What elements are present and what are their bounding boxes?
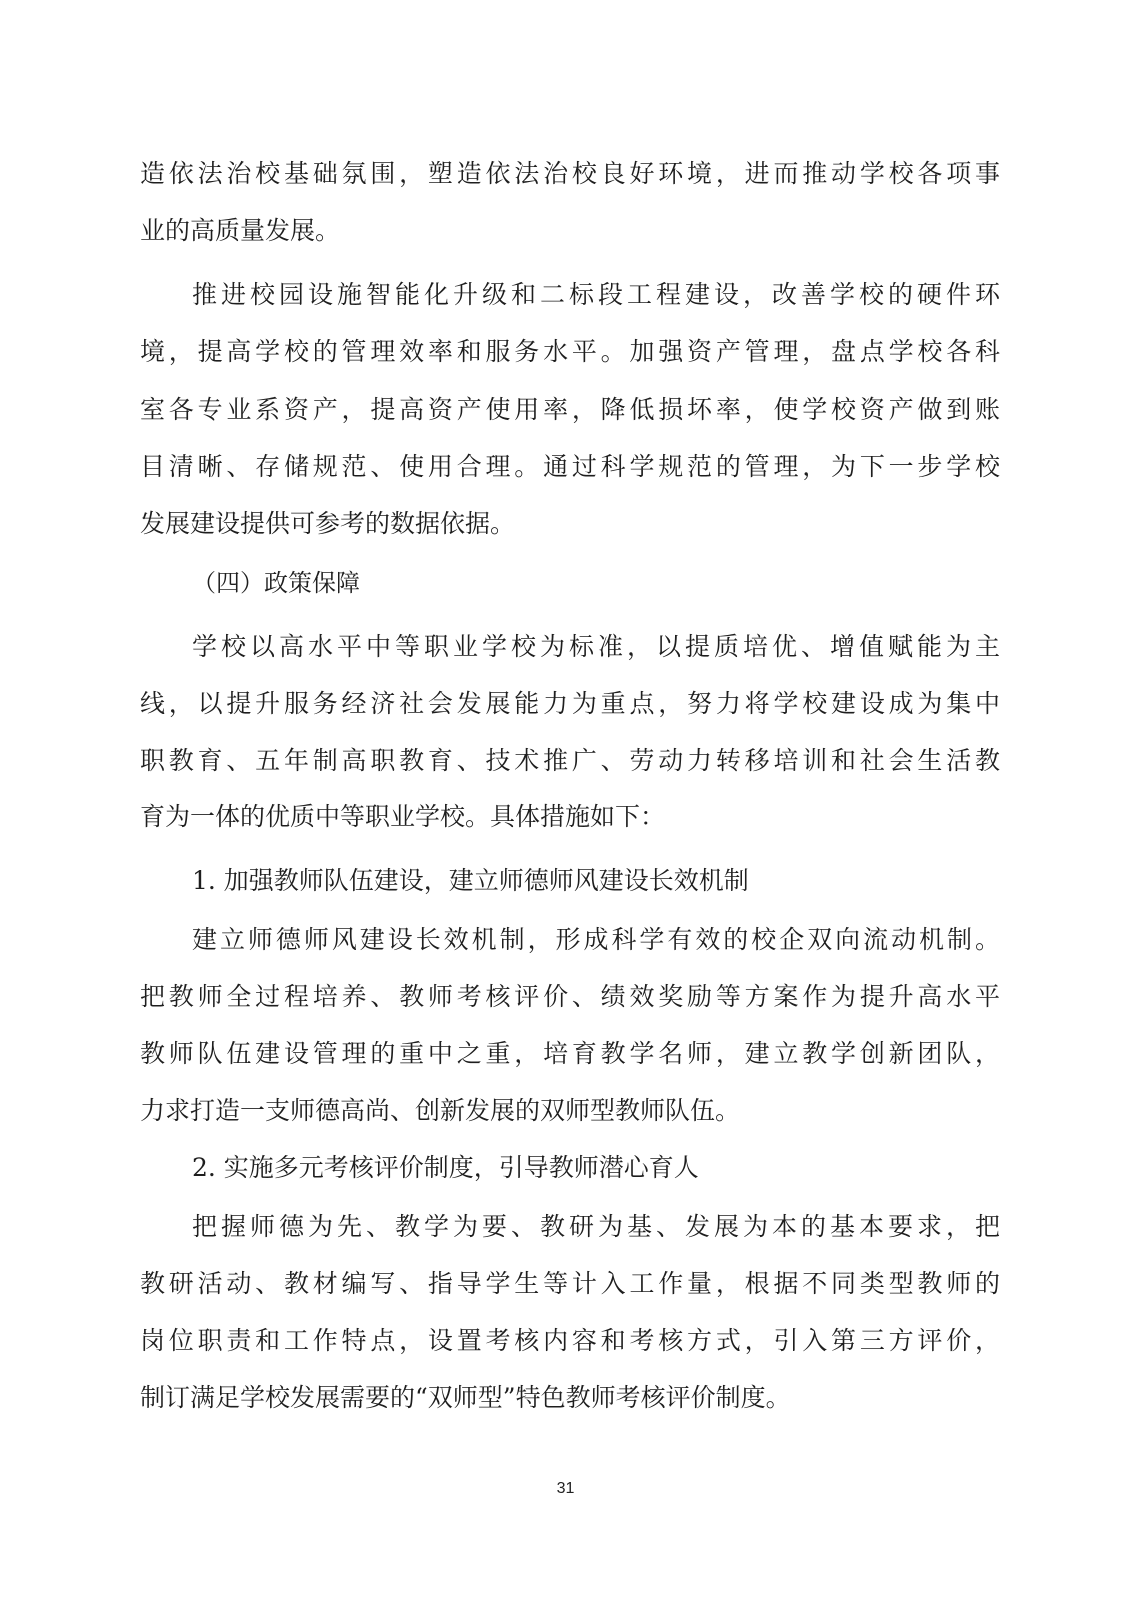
paragraph-line: 力求打造一支师德高尚、创新发展的双师型教师队伍。 <box>140 1096 741 1125</box>
paragraph-line: 教研活动、教材编写、指导学生等计入工作量，根据不同类型教师的 <box>140 1269 1000 1298</box>
paragraph-line: 育为一体的优质中等职业学校。具体措施如下： <box>140 802 666 831</box>
paragraph-line: 推进校园设施智能化升级和二标段工程建设，改善学校的硬件环 <box>192 280 1000 309</box>
paragraph-line: 岗位职责和工作特点，设置考核内容和考核方式，引入第三方评价， <box>140 1326 1000 1355</box>
paragraph-line: 教师队伍建设管理的重中之重，培育教学名师，建立教学创新团队， <box>140 1039 1000 1068</box>
page-number: 31 <box>556 1480 575 1497</box>
subheading-1: 1. 加强教师队伍建设，建立师德师风建设长效机制 <box>192 866 749 895</box>
paragraph-line: 室各专业系资产，提高资产使用率，降低损坏率，使学校资产做到账 <box>140 395 1000 424</box>
paragraph-line: 目清晰、存储规范、使用合理。通过科学规范的管理，为下一步学校 <box>140 452 1000 481</box>
paragraph-line: 境，提高学校的管理效率和服务水平。加强资产管理，盘点学校各科 <box>140 337 1000 366</box>
paragraph-line: 把教师全过程培养、教师考核评价、绩效奖励等方案作为提升高水平 <box>140 982 1000 1011</box>
paragraph-line: 业的高质量发展。 <box>140 216 341 245</box>
paragraph-line: 职教育、五年制高职教育、技术推广、劳动力转移培训和社会生活教 <box>140 746 1000 775</box>
subheading-2: 2. 实施多元考核评价制度，引导教师潜心育人 <box>192 1153 699 1182</box>
section-heading: （四）政策保障 <box>192 569 360 597</box>
paragraph-line: 把握师德为先、教学为要、教研为基、发展为本的基本要求，把 <box>192 1212 1000 1241</box>
paragraph-line: 学校以高水平中等职业学校为标准，以提质培优、增值赋能为主 <box>192 632 1000 661</box>
paragraph-line: 制订满足学校发展需要的“双师型”特色教师考核评价制度。 <box>140 1383 791 1412</box>
paragraph-line: 造依法治校基础氛围，塑造依法治校良好环境，进而推动学校各项事 <box>140 159 1000 188</box>
paragraph-line: 发展建设提供可参考的数据依据。 <box>140 509 516 538</box>
paragraph-line: 线，以提升服务经济社会发展能力为重点，努力将学校建设成为集中 <box>140 689 1000 718</box>
paragraph-line: 建立师德师风建设长效机制，形成科学有效的校企双向流动机制。 <box>192 925 1000 954</box>
